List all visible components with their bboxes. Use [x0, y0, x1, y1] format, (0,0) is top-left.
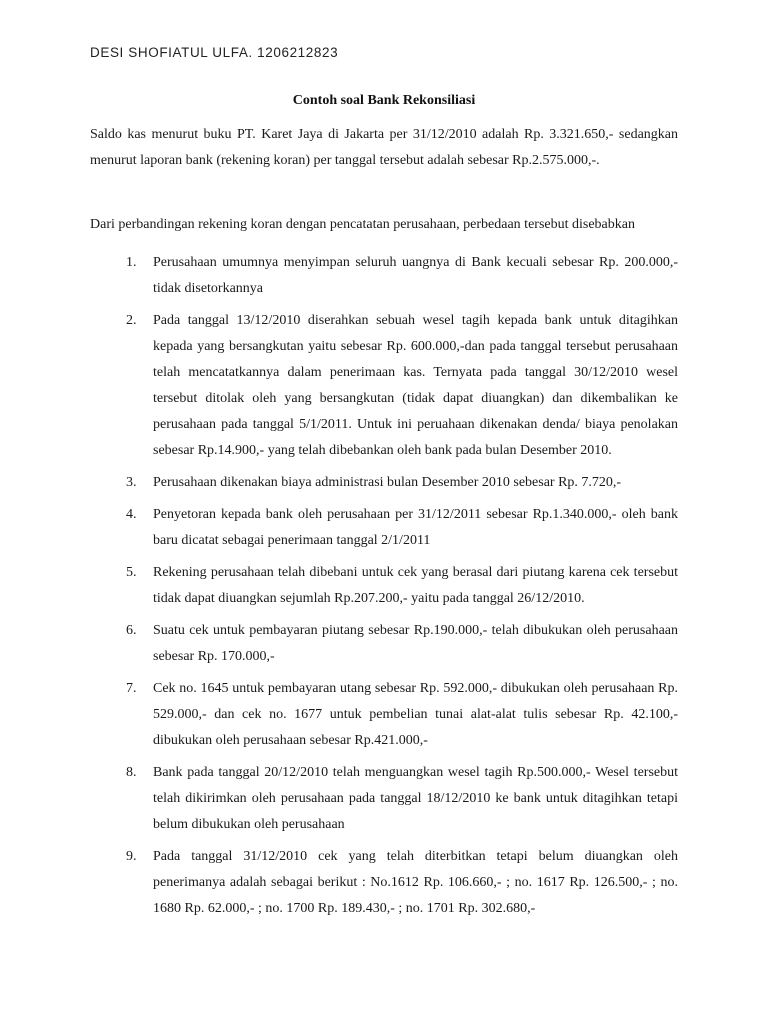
list-item [90, 308, 678, 464]
list-item-number: 1. [126, 255, 137, 270]
list-item [90, 250, 678, 302]
list-item-text: Rekening perusahaan telah dibebani untuk cek yang berasal dari piutang karena cek tersebut tidak dapat diuangkan sejumlah Rp.207.200,- yaitu pada tanggal 26/12/2010. [153, 565, 678, 606]
list-item-text: Cek no. 1645 untuk pembayaran utang sebesar Rp. 592.000,- dibukukan oleh perusahaan Rp. 529.000,- dan cek no. 1677 untuk pembelian tunai alat-alat tulis sebesar Rp. 42.100,- dibukukan oleh perusahaan sebesar Rp.421.000,- [153, 681, 678, 748]
list-item [90, 844, 678, 922]
list-item-number: 2. [126, 313, 137, 328]
author-header: DESI SHOFIATUL ULFA. 1206212823 [90, 45, 339, 60]
list-item [90, 560, 678, 612]
list-item [90, 502, 678, 554]
page-title: Contoh soal Bank Rekonsiliasi [292, 93, 476, 108]
lead-paragraph: Dari perbandingan rekening koran dengan pencatatan perusahaan, perbedaan tersebut disebabkan [90, 217, 635, 232]
list-item [90, 676, 678, 754]
list-item [90, 760, 678, 838]
list-item-number: 9. [126, 849, 137, 864]
list-item-text: Suatu cek untuk pembayaran piutang sebesar Rp.190.000,- telah dibukukan oleh perusahaan sebesar Rp. 170.000,- [153, 623, 678, 664]
list-item-text: Perusahaan umumnya menyimpan seluruh uangnya di Bank kecuali sebesar Rp. 200.000,- tidak disetorkannya [153, 255, 678, 296]
list-item-text: Pada tanggal 13/12/2010 diserahkan sebuah wesel tagih kepada bank untuk ditagihkan kepada yang bersangkutan yaitu sebesar Rp. 600.000,-dan pada tanggal tersebut perusahaan telah mencatatkannya dalam penerimaan kas. Ternyata pada tanggal 30/12/2010 wesel tersebut ditolak oleh yang bersangkutan (tidak dapat diuangkan) dan dikembalikan ke perusahaan pada tanggal 5/1/2011. Untuk ini peruahaan dikenakan denda/ biaya penolakan sebesar Rp.14.900,- yang telah dibebankan oleh bank pada bulan Desember 2010. [153, 313, 678, 458]
list-item-number: 8. [126, 765, 137, 780]
list-item-number: 4. [126, 507, 137, 522]
problem-list [90, 250, 690, 928]
list-item-text: Perusahaan dikenakan biaya administrasi bulan Desember 2010 sebesar Rp. 7.720,- [153, 475, 622, 490]
list-item-number: 6. [126, 623, 137, 638]
list-item [90, 618, 678, 670]
intro-paragraph: Saldo kas menurut buku PT. Karet Jaya di Jakarta per 31/12/2010 adalah Rp. 3.321.650,- sedangkan menurut laporan bank (rekening koran) per tanggal tersebut adalah sebesar Rp.2.575.000,-. [90, 127, 678, 168]
list-item [90, 470, 678, 496]
list-item-number: 7. [126, 681, 137, 696]
list-item-text: Pada tanggal 31/12/2010 cek yang telah diterbitkan tetapi belum diuangkan oleh penerimanya adalah sebagai berikut : No.1612 Rp. 106.660,- ; no. 1617 Rp. 126.500,- ; no. 1680 Rp. 62.000,- ; no. 1700 Rp. 189.430,- ; no. 1701 Rp. 302.680,- [153, 849, 678, 916]
list-item-number: 5. [126, 565, 137, 580]
list-item-number: 3. [126, 475, 137, 490]
list-item-text: Bank pada tanggal 20/12/2010 telah menguangkan wesel tagih Rp.500.000,- Wesel tersebut telah dikirimkan oleh perusahaan pada tanggal 18/12/2010 ke bank untuk ditagihkan tetapi belum dibukukan oleh perusahaan [153, 765, 678, 832]
list-item-text: Penyetoran kepada bank oleh perusahaan per 31/12/2011 sebesar Rp.1.340.000,- oleh bank baru dicatat sebagai penerimaan tanggal 2/1/2011 [153, 507, 678, 548]
